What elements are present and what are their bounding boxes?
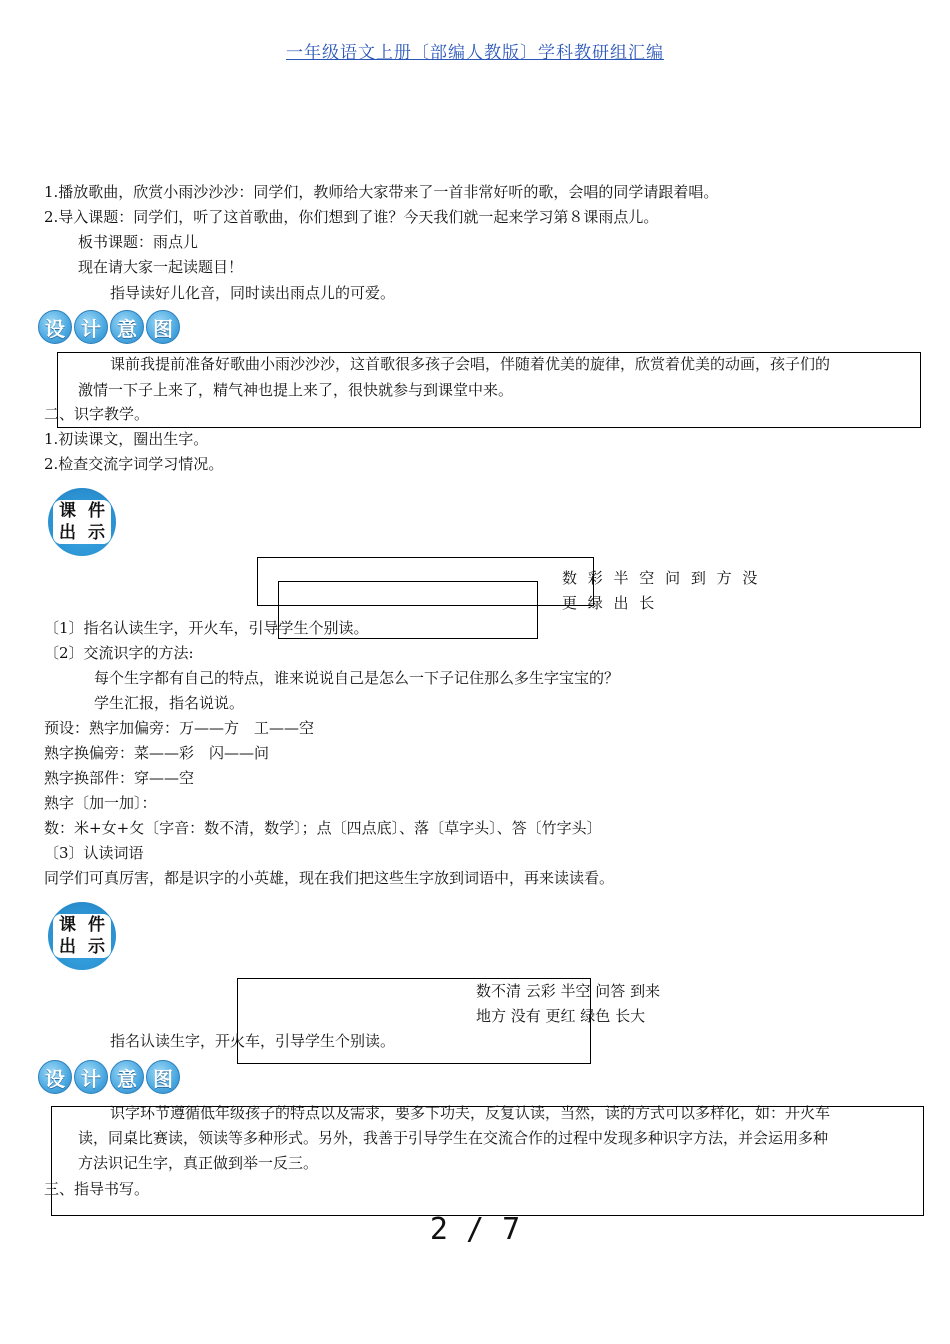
badge-char: 件 — [88, 915, 105, 935]
design-note-line-2: 激情一下子上来了，精气神也提上来了，很快就参与到课堂中来。 — [78, 381, 514, 399]
badge-char: 示 — [88, 937, 105, 957]
method-line-1: 〔1〕指名认读生字，开火车，引导学生个别读。 — [44, 619, 369, 637]
intro-line-5: 指导读好儿化音，同时读出雨点儿的可爱。 — [110, 284, 396, 302]
new-chars-row-2: 更 绿 出 长 — [562, 594, 655, 612]
section-item-2: 2.检查交流字词学习情况。 — [44, 455, 224, 473]
badge-char: 意 — [110, 310, 144, 344]
design-note-line-1: 识字环节遵循低年级孩子的特点以及需求，要多下功夫，反复认读，当然，读的方式可以多样化，如：开火车 — [110, 1104, 831, 1122]
design-note-line-2: 读，同桌比赛读，领读等多种形式。另外，我善于引导学生在交流合作的过程中发现多种识字方法，并会运用多种 — [78, 1129, 829, 1147]
design-note-line-3: 方法识记生字，真正做到举一反三。 — [78, 1154, 319, 1172]
new-chars-row-1: 数 彩 半 空 问 到 方 没 — [562, 569, 758, 587]
badge-char: 设 — [38, 310, 72, 344]
reading-instruction: 指名认读生字，开火车，引导学生个别读。 — [110, 1032, 396, 1050]
courseware-badge — [48, 902, 116, 970]
design-note-line-1: 课前我提前准备好歌曲小雨沙沙沙，这首歌很多孩子会唱，伴随着优美的旋律，欣赏着优美的动画，孩子们的 — [110, 355, 831, 373]
badge-char: 课 — [59, 501, 76, 521]
method-line-2: 〔2〕交流识字的方法: — [44, 644, 194, 662]
courseware-badge — [48, 488, 116, 556]
design-intent-badge — [38, 310, 180, 344]
words-row-1: 数不清 云彩 半空 问答 到来 — [476, 982, 661, 1000]
method-line-4: 学生汇报，指名说说。 — [94, 694, 245, 712]
badge-char: 图 — [146, 310, 180, 344]
intro-line-3: 板书课题：雨点儿 — [78, 233, 199, 251]
badge-char: 示 — [88, 523, 105, 543]
page-number: 2 / 7 — [429, 1212, 521, 1247]
words-row-2: 地方 没有 更红 绿色 长大 — [476, 1007, 646, 1025]
method-line-10: 〔3〕认读词语 — [44, 844, 144, 862]
badge-char: 出 — [59, 937, 76, 957]
badge-char: 课 — [59, 915, 76, 935]
badge-char: 出 — [59, 523, 76, 543]
section-item-1: 1.初读课文，圈出生字。 — [44, 430, 209, 448]
badge-char: 件 — [88, 501, 105, 521]
method-line-6: 熟字换偏旁：菜——彩 闪——问 — [44, 744, 270, 762]
section-title: 三、指导书写。 — [44, 1180, 150, 1198]
method-line-11: 同学们可真厉害，都是识字的小英雄，现在我们把这些生字放到词语中，再来读读看。 — [44, 869, 615, 887]
intro-line-1: 1.播放歌曲，欣赏小雨沙沙沙：同学们，教师给大家带来了一首非常好听的歌，会唱的同学请跟着唱。 — [44, 183, 719, 201]
intro-line-2: 2.导入课题：同学们，听了这首歌曲，你们想到了谁？今天我们就一起来学习第８课雨点儿。 — [44, 208, 659, 226]
method-line-8: 熟字〔加一加〕： — [44, 794, 157, 812]
section-title: 二、识字教学。 — [44, 405, 150, 423]
badge-char: 意 — [110, 1060, 144, 1094]
method-line-9: 数：米+女+攵〔字音：数不清，数学〕；点〔四点底〕、落〔草字头〕、答〔竹字头〕 — [44, 819, 602, 837]
method-line-3: 每个生字都有自己的特点，谁来说说自己是怎么一下子记住那么多生字宝宝的？ — [94, 669, 620, 687]
badge-char: 图 — [146, 1060, 180, 1094]
badge-char: 设 — [38, 1060, 72, 1094]
method-line-7: 熟字换部件：穿——空 — [44, 769, 195, 787]
intro-line-4: 现在请大家一起读题目！ — [78, 258, 244, 276]
badge-char: 计 — [74, 310, 108, 344]
document-header: 一年级语文上册〔部编人教版〕学科教研组汇编 — [286, 43, 664, 63]
method-line-5: 预设：熟字加偏旁：万——方 工——空 — [44, 719, 315, 737]
design-intent-badge — [38, 1060, 180, 1094]
badge-char: 计 — [74, 1060, 108, 1094]
